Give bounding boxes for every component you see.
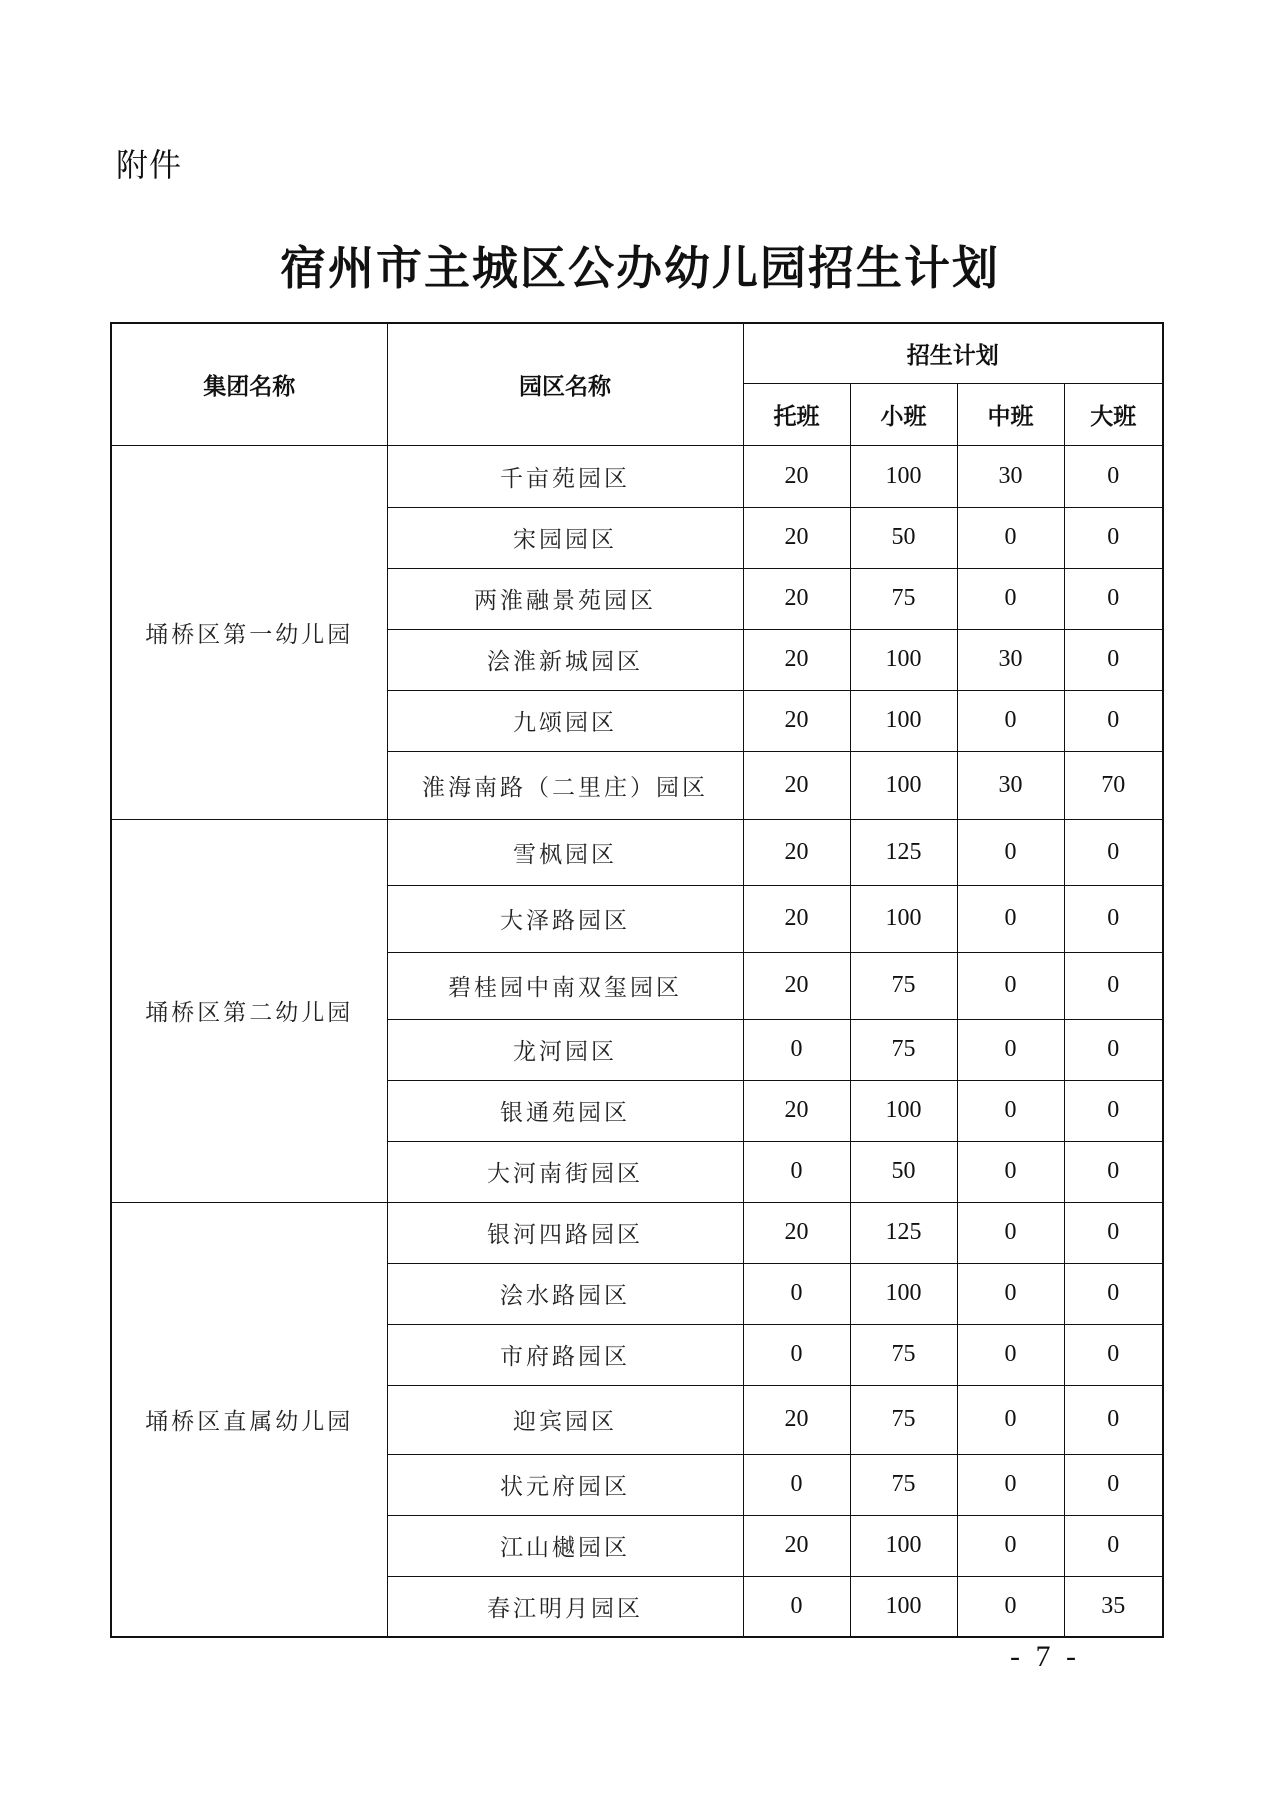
campus-name-cell: 状元府园区 <box>387 1454 743 1515</box>
campus-name-cell: 银河四路园区 <box>387 1202 743 1263</box>
nursery-count-cell: 0 <box>743 1324 850 1385</box>
middle-count-cell: 0 <box>957 1141 1064 1202</box>
nursery-count-cell: 20 <box>743 568 850 629</box>
middle-count-cell: 30 <box>957 751 1064 819</box>
small-count-cell: 100 <box>850 1080 957 1141</box>
middle-count-cell: 30 <box>957 445 1064 507</box>
campus-name-cell: 宋园园区 <box>387 507 743 568</box>
nursery-count-cell: 0 <box>743 1454 850 1515</box>
header-small-class: 小班 <box>850 383 957 445</box>
large-count-cell: 0 <box>1064 1080 1163 1141</box>
small-count-cell: 50 <box>850 507 957 568</box>
campus-name-cell: 春江明月园区 <box>387 1576 743 1637</box>
campus-name-cell: 迎宾园区 <box>387 1385 743 1454</box>
nursery-count-cell: 0 <box>743 1019 850 1080</box>
large-count-cell: 0 <box>1064 1385 1163 1454</box>
small-count-cell: 100 <box>850 885 957 952</box>
small-count-cell: 100 <box>850 1576 957 1637</box>
small-count-cell: 100 <box>850 629 957 690</box>
nursery-count-cell: 0 <box>743 1141 850 1202</box>
campus-name-cell: 大河南街园区 <box>387 1141 743 1202</box>
campus-name-cell: 浍水路园区 <box>387 1263 743 1324</box>
small-count-cell: 75 <box>850 1454 957 1515</box>
middle-count-cell: 30 <box>957 629 1064 690</box>
campus-name-cell: 龙河园区 <box>387 1019 743 1080</box>
small-count-cell: 75 <box>850 1385 957 1454</box>
nursery-count-cell: 20 <box>743 1515 850 1576</box>
middle-count-cell: 0 <box>957 1454 1064 1515</box>
group-name-cell: 埇桥区第二幼儿园 <box>111 819 387 1202</box>
nursery-count-cell: 20 <box>743 507 850 568</box>
small-count-cell: 75 <box>850 1019 957 1080</box>
large-count-cell: 0 <box>1064 952 1163 1019</box>
large-count-cell: 70 <box>1064 751 1163 819</box>
large-count-cell: 0 <box>1064 629 1163 690</box>
middle-count-cell: 0 <box>957 1019 1064 1080</box>
small-count-cell: 100 <box>850 1515 957 1576</box>
header-group-name: 集团名称 <box>111 323 387 445</box>
table-row <box>111 819 1163 885</box>
large-count-cell: 0 <box>1064 690 1163 751</box>
large-count-cell: 0 <box>1064 1515 1163 1576</box>
middle-count-cell: 0 <box>957 1080 1064 1141</box>
nursery-count-cell: 20 <box>743 952 850 1019</box>
header-enrollment-plan: 招生计划 <box>743 323 1163 383</box>
campus-name-cell: 浍淮新城园区 <box>387 629 743 690</box>
nursery-count-cell: 20 <box>743 885 850 952</box>
middle-count-cell: 0 <box>957 1202 1064 1263</box>
nursery-count-cell: 20 <box>743 445 850 507</box>
middle-count-cell: 0 <box>957 1385 1064 1454</box>
campus-name-cell: 淮海南路（二里庄）园区 <box>387 751 743 819</box>
large-count-cell: 0 <box>1064 1263 1163 1324</box>
large-count-cell: 0 <box>1064 445 1163 507</box>
nursery-count-cell: 0 <box>743 1263 850 1324</box>
header-middle-class: 中班 <box>957 383 1064 445</box>
middle-count-cell: 0 <box>957 819 1064 885</box>
large-count-cell: 0 <box>1064 1141 1163 1202</box>
small-count-cell: 100 <box>850 690 957 751</box>
nursery-count-cell: 20 <box>743 819 850 885</box>
campus-name-cell: 碧桂园中南双玺园区 <box>387 952 743 1019</box>
middle-count-cell: 0 <box>957 568 1064 629</box>
nursery-count-cell: 20 <box>743 629 850 690</box>
middle-count-cell: 0 <box>957 1324 1064 1385</box>
campus-name-cell: 市府路园区 <box>387 1324 743 1385</box>
middle-count-cell: 0 <box>957 690 1064 751</box>
campus-name-cell: 江山樾园区 <box>387 1515 743 1576</box>
small-count-cell: 50 <box>850 1141 957 1202</box>
campus-name-cell: 银通苑园区 <box>387 1080 743 1141</box>
table-body <box>111 445 1163 1637</box>
group-name-cell: 埇桥区直属幼儿园 <box>111 1202 387 1637</box>
middle-count-cell: 0 <box>957 1263 1064 1324</box>
middle-count-cell: 0 <box>957 507 1064 568</box>
nursery-count-cell: 20 <box>743 690 850 751</box>
small-count-cell: 125 <box>850 819 957 885</box>
campus-name-cell: 大泽路园区 <box>387 885 743 952</box>
table-row <box>111 1202 1163 1263</box>
small-count-cell: 100 <box>850 751 957 819</box>
table-row <box>111 445 1163 507</box>
campus-name-cell: 九颂园区 <box>387 690 743 751</box>
nursery-count-cell: 0 <box>743 1576 850 1637</box>
campus-name-cell: 千亩苑园区 <box>387 445 743 507</box>
nursery-count-cell: 20 <box>743 1202 850 1263</box>
middle-count-cell: 0 <box>957 952 1064 1019</box>
middle-count-cell: 0 <box>957 1515 1064 1576</box>
header-nursery-class: 托班 <box>743 383 850 445</box>
document-title: 宿州市主城区公办幼儿园招生计划 <box>280 241 1000 295</box>
enrollment-plan-table <box>110 322 1164 1638</box>
large-count-cell: 0 <box>1064 507 1163 568</box>
large-count-cell: 0 <box>1064 1454 1163 1515</box>
nursery-count-cell: 20 <box>743 1080 850 1141</box>
header-large-class: 大班 <box>1064 383 1163 445</box>
campus-name-cell: 两淮融景苑园区 <box>387 568 743 629</box>
large-count-cell: 35 <box>1064 1576 1163 1637</box>
attachment-label: 附件 <box>116 146 183 184</box>
large-count-cell: 0 <box>1064 1019 1163 1080</box>
large-count-cell: 0 <box>1064 568 1163 629</box>
header-campus-name: 园区名称 <box>387 323 743 445</box>
campus-name-cell: 雪枫园区 <box>387 819 743 885</box>
small-count-cell: 100 <box>850 1263 957 1324</box>
small-count-cell: 100 <box>850 445 957 507</box>
middle-count-cell: 0 <box>957 885 1064 952</box>
nursery-count-cell: 20 <box>743 751 850 819</box>
large-count-cell: 0 <box>1064 819 1163 885</box>
group-name-cell: 埇桥区第一幼儿园 <box>111 445 387 819</box>
large-count-cell: 0 <box>1064 1324 1163 1385</box>
page-number: - 7 - <box>1010 1640 1080 1673</box>
large-count-cell: 0 <box>1064 1202 1163 1263</box>
small-count-cell: 75 <box>850 1324 957 1385</box>
small-count-cell: 75 <box>850 952 957 1019</box>
small-count-cell: 75 <box>850 568 957 629</box>
small-count-cell: 125 <box>850 1202 957 1263</box>
large-count-cell: 0 <box>1064 885 1163 952</box>
middle-count-cell: 0 <box>957 1576 1064 1637</box>
nursery-count-cell: 20 <box>743 1385 850 1454</box>
